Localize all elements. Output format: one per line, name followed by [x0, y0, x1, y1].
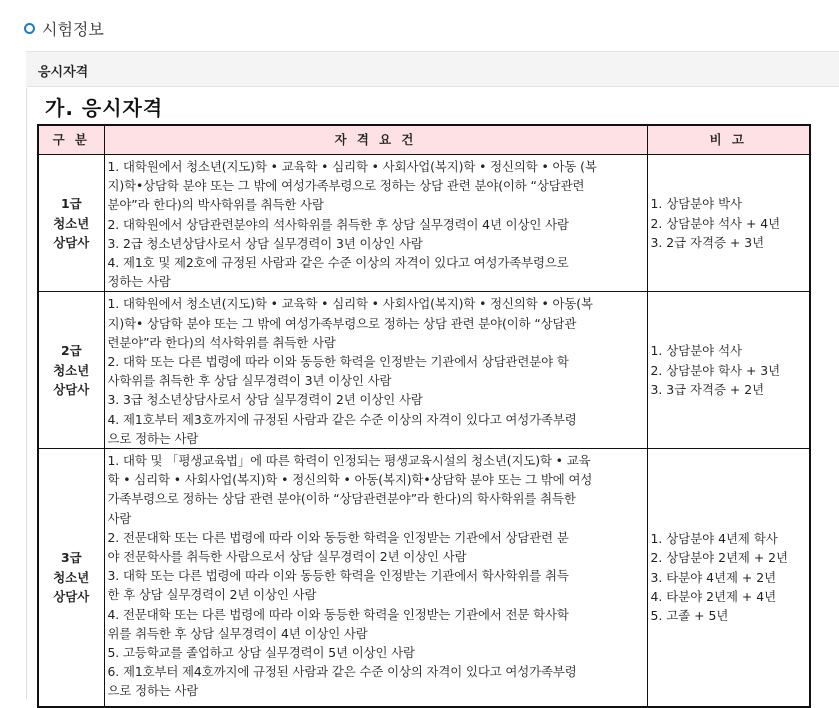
remark-line: 2. 상담분야 학사 + 3년 — [650, 362, 781, 378]
grade-cell — [38, 155, 104, 292]
header-requirements: 자 격 요 건 — [104, 125, 647, 155]
grade-label: 1급 — [60, 196, 82, 212]
grade-label: 청소년 — [53, 362, 90, 378]
requirements-cell — [104, 292, 647, 449]
requirement-line: 사학위를 취득한 후 상담 실무경력이 3년 이상인 사람 — [107, 373, 392, 389]
grade-cell — [38, 449, 104, 707]
header-remarks: 비 고 — [647, 125, 810, 155]
requirement-line: 4. 제1호 및 제2호에 규정된 사람과 같은 수준 이상의 자격이 있다고 여성가족부령으로 — [107, 255, 569, 271]
requirement-line: 3. 3급 청소년상담사로서 상담 실무경력이 2년 이상인 사람 — [107, 392, 423, 408]
section-title: 시험정보 — [42, 19, 104, 39]
requirement-line: 4. 제1호부터 제3호까지에 규정된 사람과 같은 수준 이상의 자격이 있다고 여성가족부령 — [107, 411, 577, 427]
grade-label: 3급 — [60, 550, 82, 566]
header-category: 구 분 — [38, 125, 104, 155]
remark-line: 3. 3급 자격증 + 2년 — [650, 381, 765, 397]
table-header-row — [38, 125, 810, 155]
bullet-ring-icon — [24, 23, 35, 34]
remark-line: 1. 상담분야 석사 — [650, 343, 743, 359]
requirement-line: 1. 대학원에서 청소년(지도)학 • 교육학 • 심리학 • 사회사업(복지)학 • 정신의학 • 아동(복 — [107, 296, 593, 312]
requirement-line: 6. 제1호부터 제4호까지에 규정된 사람과 같은 수준 이상의 자격이 있다고 여성가족부령 — [107, 664, 577, 680]
requirement-line: 야 전문학사를 취득한 사람으로서 상담 실무경력이 2년 이상인 사람 — [107, 549, 467, 565]
requirement-line: 1. 대학원에서 청소년(지도)학 • 교육학 • 심리학 • 사회사업(복지)학 • 정신의학 • 아동 (복 — [107, 159, 597, 174]
requirement-line: 분야”라 한다)의 박사학위를 취득한 사람 — [107, 197, 324, 213]
remark-line: 4. 타분야 2년제 + 4년 — [650, 588, 777, 604]
remarks-cell — [647, 292, 810, 449]
table-row — [38, 292, 810, 449]
requirement-line: 지)학•상담학 분야 또는 그 밖에 여성가족부령으로 정하는 상담 관련 분야(이하 “상담관련 — [107, 178, 585, 194]
requirement-line: 지)학• 상담학 분야 또는 그 밖에 여성가족부령으로 정하는 상담 관련 분야(이하 “상담관 — [107, 315, 577, 331]
requirement-line: 으로 정하는 사람 — [107, 430, 199, 446]
tab-qualification[interactable]: 응시자격 — [38, 65, 89, 80]
grade-cell — [38, 292, 104, 449]
requirement-line: 련분야”라 한다)의 석사학위를 취득한 사람 — [107, 334, 336, 350]
table-row — [38, 449, 810, 707]
remark-line: 1. 상담분야 4년제 학사 — [650, 531, 778, 547]
remark-line: 5. 고졸 + 5년 — [650, 608, 729, 624]
requirement-line: 5. 고등학교를 졸업하고 상담 실무경력이 5년 이상인 사람 — [107, 645, 415, 661]
remarks-cell — [647, 155, 810, 292]
requirement-line: 1. 대학 및 「평생교육법」에 따른 학력이 인정되는 평생교육시설의 청소년(지도)학 • 교육 — [107, 453, 591, 469]
remark-line: 3. 2급 자격증 + 3년 — [650, 234, 765, 250]
grade-label: 상담사 — [53, 588, 90, 604]
requirements-cell — [104, 155, 647, 292]
page-title: 가. 응시자격 — [45, 96, 164, 120]
remark-line: 1. 상담분야 박사 — [650, 196, 743, 212]
requirement-line: 3. 대학 또는 다른 법령에 따라 이와 동등한 학력을 인정받는 기관에서 학사학위를 취득 — [107, 568, 569, 584]
requirement-line: 2. 전문대학 또는 다른 법령에 따라 이와 동등한 학력을 인정받는 기관에서 상담관련 분 — [107, 529, 569, 545]
tab-bar — [26, 51, 839, 87]
requirement-line: 2. 대학원에서 상담관련분야의 석사학위를 취득한 후 상담 실무경력이 4년 이상인 사람 — [107, 216, 569, 232]
qualification-table — [37, 124, 811, 708]
grade-label: 2급 — [60, 343, 82, 359]
requirement-line: 위를 취득한 후 상담 실무경력이 4년 이상인 사람 — [107, 625, 368, 641]
requirement-line: 으로 정하는 사람 — [107, 683, 199, 699]
grade-label: 청소년 — [53, 215, 90, 231]
section-header — [24, 14, 104, 42]
grade-label: 청소년 — [53, 569, 90, 585]
requirement-line: 4. 전문대학 또는 다른 법령에 따라 이와 동등한 학력을 인정받는 기관에서 전문 학사학 — [107, 606, 569, 622]
remarks-cell — [647, 449, 810, 707]
requirements-cell — [104, 449, 647, 707]
requirement-line: 사람 — [107, 510, 132, 526]
remark-line: 2. 상담분야 2년제 + 2년 — [650, 550, 789, 566]
grade-label: 상담사 — [53, 234, 90, 250]
requirement-line: 학 • 심리학 • 사회사업(복지)학 • 정신의학 • 아동(복지)학•상담학 분야 또는 그 밖에 여성 — [107, 472, 593, 488]
requirement-line: 정하는 사람 — [107, 274, 171, 290]
requirement-line: 가족부령으로 정하는 상담 관련 분야(이하 “상담관련분야”라 한다)의 학사학위를 취득한 — [107, 491, 576, 507]
grade-label: 상담사 — [53, 381, 90, 397]
requirement-line: 3. 2급 청소년상담사로서 상담 실무경력이 3년 이상인 사람 — [107, 235, 423, 251]
requirement-line: 한 후 상담 실무경력이 2년 이상인 사람 — [107, 587, 317, 603]
remark-line: 2. 상담분야 석사 + 4년 — [650, 215, 781, 231]
table-row — [38, 155, 810, 292]
requirement-line: 2. 대학 또는 다른 법령에 따라 이와 동등한 학력을 인정받는 기관에서 상담관련분야 학 — [107, 354, 569, 370]
remark-line: 3. 타분야 4년제 + 2년 — [650, 569, 777, 585]
